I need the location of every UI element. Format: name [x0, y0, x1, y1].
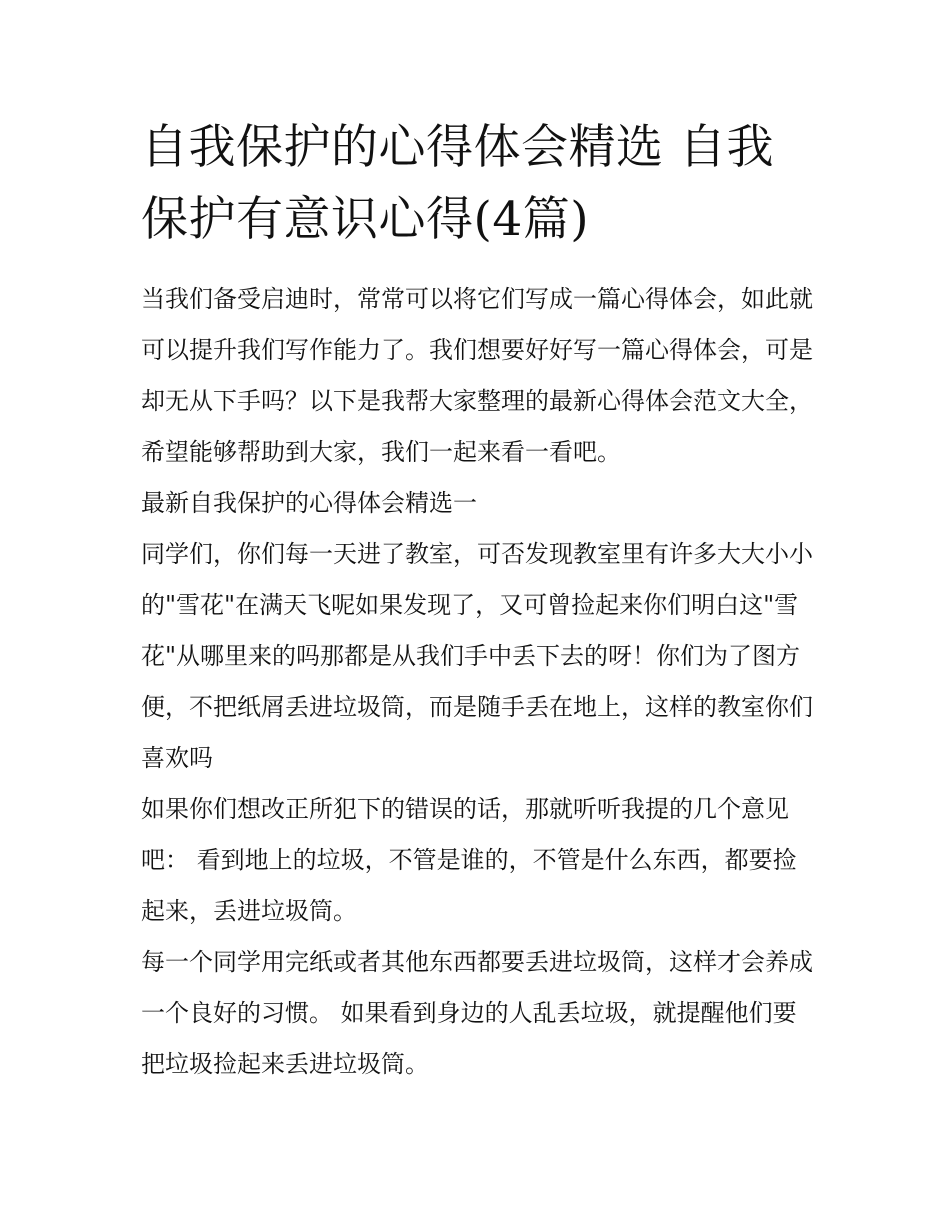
document-title: 自我保护的心得体会精选 自我保护有意识心得(4篇) [141, 120, 774, 247]
body-paragraph: 同学们，你们每一天进了教室，可否发现教室里有许多大大小小的"雪花"在满天飞呢如果发现了，又可曾捡起来你们明白这"雪花"从哪里来的吗那都是从我们手中丢下去的呀！你们为了图方便，不把纸屑丢进垃圾筒，而是随手丢在地上，这样的教室你们喜欢吗 [141, 540, 813, 772]
body-paragraph: 如果你们想改正所犯下的错误的话，那就听听我提的几个意见吧： 看到地上的垃圾，不管是谁的，不管是什么东西，都要捡起来，丢进垃圾筒。 [141, 795, 797, 925]
body-paragraph: 每一个同学用完纸或者其他东西都要丢进垃圾筒，这样才会养成一个良好的习惯。 如果看到身边的人乱丢垃圾，就提醒他们要把垃圾捡起来丢进垃圾筒。 [141, 948, 813, 1078]
intro-paragraph: 当我们备受启迪时，常常可以将它们写成一篇心得体会，如此就可以提升我们写作能力了。我们想要好好写一篇心得体会，可是却无从下手吗？以下是我帮大家整理的最新心得体会范文大全，希望能够帮助到大家，我们一起来看一看吧。 [141, 285, 813, 466]
document-body [141, 274, 816, 1090]
section-heading: 最新自我保护的心得体会精选一 [141, 489, 477, 517]
